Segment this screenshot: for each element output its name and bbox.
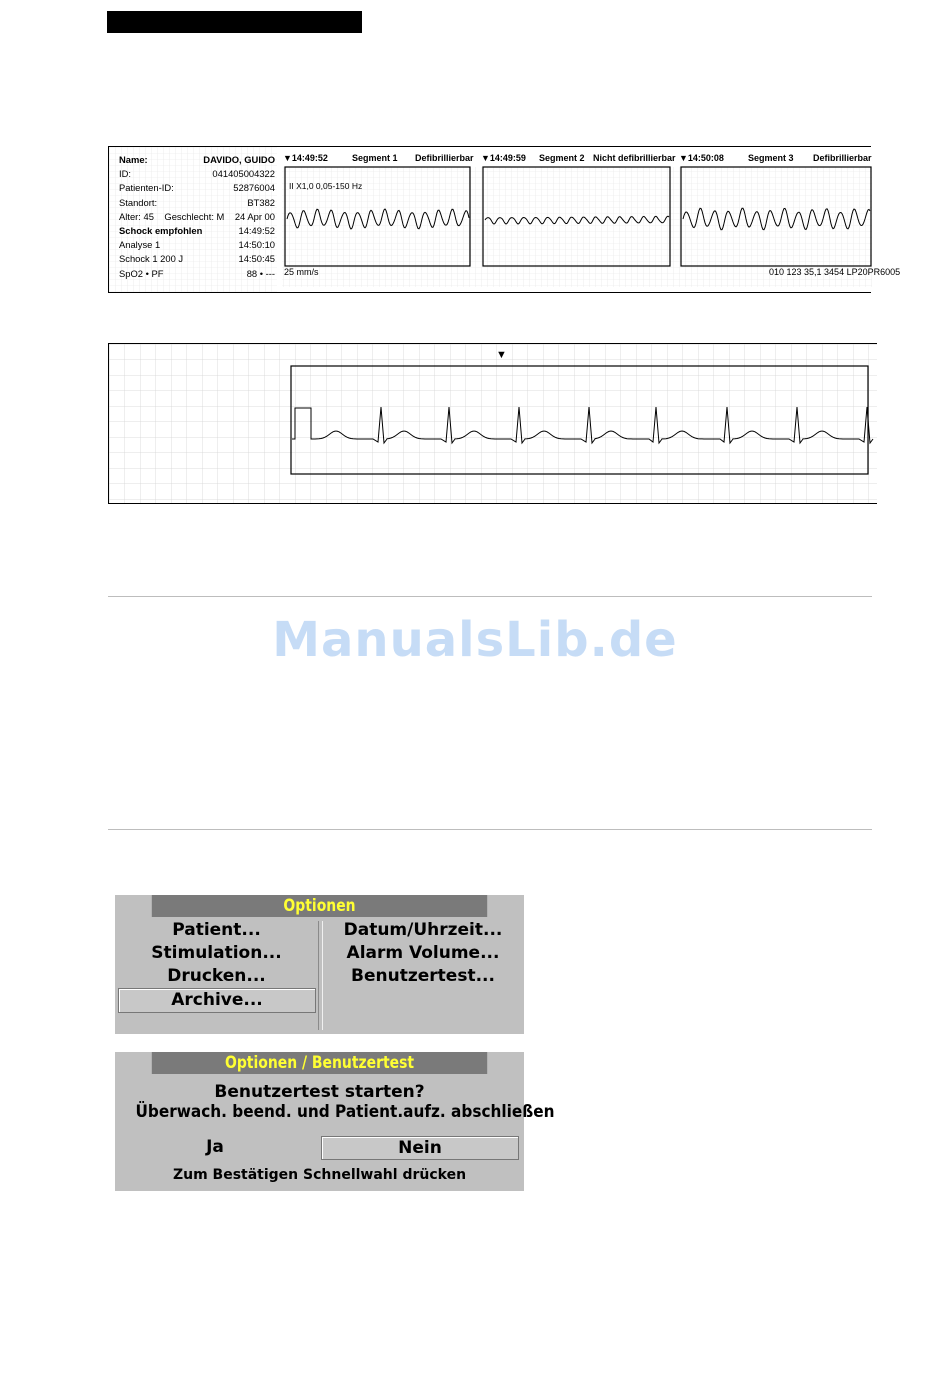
- location-label: Standort:: [119, 196, 158, 208]
- menu-item-patient[interactable]: Patient...: [172, 920, 261, 940]
- options-menu-title: Optionen: [152, 895, 487, 917]
- pid-label: Patienten-ID:: [119, 182, 174, 194]
- shock-label: Schock 1 200 J: [119, 253, 184, 265]
- user-test-dialog: [115, 1052, 555, 1191]
- id-label: ID:: [119, 168, 131, 180]
- menu-item-archive[interactable]: Archive...: [118, 988, 316, 1013]
- menu-item-datum-uhrzeit[interactable]: Datum/Uhrzeit...: [343, 920, 503, 940]
- user-test-title: Optionen / Benutzertest: [152, 1052, 487, 1074]
- menu-item-alarm-volume[interactable]: Alarm Volume...: [346, 943, 500, 963]
- date-value: 24 Apr 00: [234, 210, 275, 222]
- menu-item-stimulation[interactable]: Stimulation...: [151, 943, 282, 963]
- shock-time: 14:50:45: [238, 253, 275, 265]
- age-label: Alter: 45: [119, 210, 154, 222]
- shock-advised-label: Schock empfohlen: [119, 225, 203, 237]
- options-left-column: [115, 919, 318, 1013]
- patient-info: [119, 153, 275, 281]
- segment-2-status: Nicht defibrillierbar: [593, 153, 676, 163]
- segment-3-name: Segment 3: [748, 153, 794, 163]
- segment-1-name: Segment 1: [352, 153, 398, 163]
- segment-3-status: Defibrillierbar: [813, 153, 872, 163]
- name-label: Name:: [119, 154, 148, 165]
- analysis-label: Analyse 1: [119, 239, 161, 251]
- redaction-bar: [107, 11, 362, 33]
- confirm-hint: Zum Bestätigen Schnellwahl drücken: [172, 1167, 467, 1183]
- id-value: 041405004322: [212, 168, 275, 180]
- watermark: ManualsLib.de: [272, 612, 678, 668]
- yes-button[interactable]: Ja: [206, 1137, 224, 1157]
- no-button[interactable]: Nein: [321, 1136, 519, 1160]
- device-id: 010 123 35,1 3454 LP20PR6005: [769, 267, 901, 277]
- segment-1-time: ▼14:49:52: [283, 153, 328, 163]
- sex-label: Geschlecht: M: [164, 210, 225, 222]
- options-right-column: [322, 919, 524, 988]
- segment-2-name: Segment 2: [539, 153, 585, 163]
- location-value: BT382: [247, 196, 275, 208]
- ecg-marker: ▼: [496, 349, 507, 361]
- name-value: DAVIDO, GUIDO: [203, 154, 275, 165]
- event-report-strip: [108, 146, 901, 293]
- menu-item-drucken[interactable]: Drucken...: [167, 966, 266, 986]
- ecg-rhythm-strip: [108, 343, 877, 504]
- segment-2-time: ▼14:49:59: [481, 153, 526, 163]
- pid-value: 52876004: [233, 182, 275, 194]
- segment-1-status: Defibrillierbar: [415, 153, 474, 163]
- divider-top: [108, 596, 872, 597]
- options-menu: [115, 895, 524, 1034]
- paper-speed: 25 mm/s: [284, 267, 319, 277]
- spo2-label: SpO2 • PF: [119, 267, 164, 279]
- analysis-time: 14:50:10: [238, 239, 275, 251]
- spo2-value: 88 • ---: [246, 267, 275, 279]
- segment-3-time: ▼14:50:08: [679, 153, 724, 163]
- shock-advised-time: 14:49:52: [238, 225, 275, 237]
- user-test-question: Benutzertest starten?: [214, 1082, 425, 1102]
- divider-bottom: [108, 829, 872, 830]
- menu-item-benutzertest[interactable]: Benutzertest...: [351, 966, 495, 986]
- lead-info: II X1,0 0,05-150 Hz: [289, 181, 363, 191]
- ecg-graphics: [109, 344, 877, 503]
- user-test-warning: Überwach. beend. und Patient.aufz. abschließen: [135, 1102, 555, 1122]
